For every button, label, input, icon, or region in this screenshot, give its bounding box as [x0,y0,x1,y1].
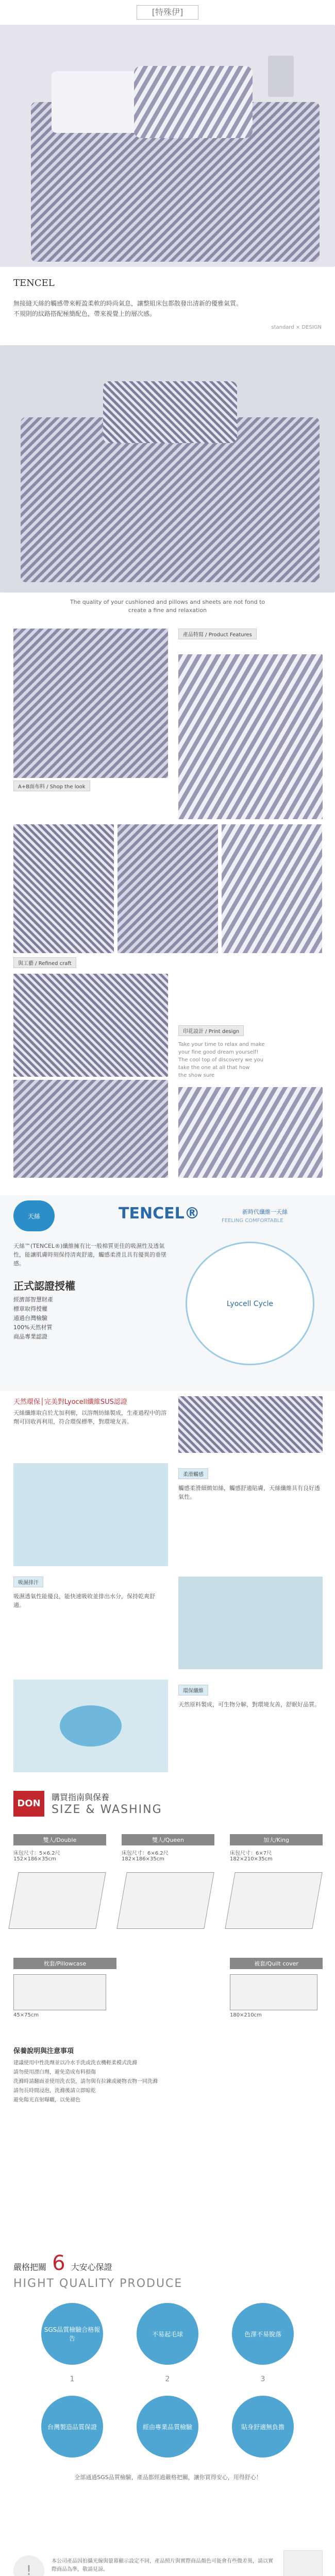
bed-2 [122,1834,214,1947]
quality-num-1: 1 [70,2375,75,2383]
lyocell-cycle-graphic [186,1242,314,1365]
fabric-label: 與工藝 / Refined craft [13,957,76,968]
care-title: 保養說明與注意事項 [13,2047,74,2055]
print-photo-2 [13,1080,168,1178]
quality-num-3: 3 [260,2375,265,2383]
quality-badge-2 [137,2303,198,2365]
care-item: 建議使用中性洗劑並以冷水手洗或洗衣機輕柔模式洗滌 [13,2060,137,2066]
size-brand-box: DON [13,1791,44,1817]
quilt-size: 180×210cm [230,2012,262,2018]
quality-title-suffix: 大安心保證 [71,2262,112,2272]
tencel-brand-text: TENCEL [13,278,55,289]
feature-3-title: 環保纖維 [178,1685,208,1696]
hero-lamp [268,56,294,97]
print-text-line: Take your time to relax and make [178,1042,265,1047]
bed-2-line2: 182×186×35cm [122,1856,164,1862]
intro-line-2: 不規則的紋路搭配極簡配色，帶來視覺上的層次感。 [13,310,156,317]
tencel-slogan-sub: FEELING COMFORTABLE [222,1218,283,1224]
quality-title-en: HIGHT QUALITY PRODUCE [13,2277,183,2290]
cert-list [13,1295,53,1342]
feature-1-text: 觸感柔滑細緻如絲，觸感舒適貼膚，天絲纖維具有良好透氣性。 [178,1485,320,1500]
care-item: 避免陽光直射曝曬，以免褪色 [13,2097,80,2103]
process-section [0,1396,335,1458]
bed-1-diagram [8,1872,106,1929]
care-item: 請勿長時間浸泡，洗滌後請立即晾乾 [13,2088,96,2094]
bed-1 [13,1834,106,1947]
quality-badge-4 [41,2396,103,2458]
bed-1-line2: 152×186×35cm [13,1856,56,1862]
bed-3 [230,1834,323,1947]
quilt-label: 被套/Quilt cover [230,1958,323,1969]
quality-badge-text: 台灣製造品質保證 [47,2423,97,2431]
cert-item: 100%天然材質 [13,1324,53,1331]
notice-icon: ! [13,2555,44,2576]
detail-label: 產品特寫 / Product Features [178,629,257,639]
design-note: standard × DESIGN [271,325,322,330]
process-text: 天絲纖維取自於尤加利樹，以溶劑紡絲製成，生產過程中的溶劑可回收再利用，符合環保標準，對環境友善。 [13,1410,166,1425]
quality-badge-text: 色澤不易脫落 [244,2330,281,2338]
water-drop [60,1705,122,1747]
bed-2-diagram [116,1872,214,1929]
bed-3-name: 加大/King [230,1834,323,1845]
quality-badge-3 [232,2303,294,2365]
pillow-label: 枕套/Pillowcase [13,1958,116,1969]
process-photo [178,1396,323,1453]
quality-note: 全部通過SGS品質檢驗，產品都經過嚴格把關，讓你買得安心，用得舒心！ [74,2474,262,2481]
notice-graphic [283,2550,323,2576]
detail-photo [178,654,323,819]
header-tag: [特殊伊] [137,5,198,20]
cert-item: 經濟部智慧財產 [13,1296,53,1303]
print-photo-3 [178,1087,323,1178]
pillow-block [13,1958,116,2018]
quilt-block [230,1958,323,2018]
bed-3-line1: 床包尺寸：6×7尺 [230,1851,272,1856]
print-text-line: The cool top of discovery we you [178,1057,263,1063]
feature-2-title: 吸濕排汗 [13,1577,43,1587]
gallery-photo-main [0,345,335,592]
cert-item: 商品專業認證 [13,1333,47,1340]
care-item: 請勿使用漂白劑，避免造成布料損傷 [13,2070,96,2075]
care-item: 洗滌時請翻面並使用洗衣袋，請勿與有拉鍊或硬物衣物一同洗滌 [13,2079,158,2084]
print-label: 印花設計 / Print design [178,1025,244,1036]
size-title-en: SIZE & WASHING [52,1803,162,1816]
size-title-cn: 購買指南與保養 [52,1792,110,1802]
gallery-pillow [103,381,237,443]
quality-title [13,2251,112,2275]
bed-3-diagram [225,1872,322,1929]
quality-badge-text: SGS品質檢驗合格報告 [44,2326,100,2342]
bed-1-line1: 床包尺寸：5×6.2尺 [13,1851,60,1856]
quality-badge-6 [232,2396,294,2458]
feature-photo-1 [13,1463,168,1566]
quality-badge-text: 經由專業品質檢驗 [142,2423,192,2431]
care-list [13,2059,323,2105]
print-photo-1 [13,974,168,1077]
quality-title-prefix: 嚴格把關 [13,2262,47,2272]
print-text [178,1041,323,1079]
fabric-photo-1 [13,824,114,953]
notice-text: 本公司產品因拍攝光線與螢幕顯示設定不同，產品照片與實際商品顏色可能會有些微差異，請以實際商品為準，敬請見諒。 [52,2558,273,2572]
hero-photo [0,25,335,267]
tencel-section [0,1195,335,1391]
size-section [0,1788,335,2251]
quality-badge-1 [41,2303,103,2365]
quality-badge-text: 不易起毛球 [152,2330,183,2338]
notice-section [0,2550,335,2576]
feature-2-text: 吸濕透氣性能優良，能快速吸收並排出水分，保持乾爽舒適。 [13,1593,155,1608]
hero-pillow-patterned [134,66,253,138]
tencel-slogan: 新時代纖維一天絲 [242,1209,288,1215]
cert-item: 標章取得授權 [13,1306,47,1312]
bed-2-name: 雙人/Queen [122,1834,214,1845]
brand-row [0,276,335,291]
feature-photo-2 [178,1577,323,1669]
pillow-size: 45×75cm [13,2012,39,2018]
quality-num-2: 2 [165,2375,170,2383]
cert-title: 正式認證授權 [13,1280,75,1292]
process-title: 天然環保│完美對Lyocell纖維SUS認證 [13,1398,127,1406]
intro-line-1: 無接縫天絲的觸感帶來輕盈柔軟的時尚氣息，讓整組床包都散發出清新的優雅氣質。 [13,300,243,307]
fabric-photo-3 [222,824,322,953]
feature-3-text: 天然原料製成，可生物分解，對環境友善，舒眠好品質。 [178,1701,320,1708]
closeup-photo [13,629,168,778]
tencel-logo: TENCEL® [119,1205,200,1223]
lyocell-label: Lyocell Cycle [226,1300,274,1308]
fabric-photo-2 [118,824,218,953]
quality-badge-text: 貼身舒適無負擔 [241,2423,284,2431]
tencel-bubble-text: 天絲 [27,1212,40,1220]
quilt-diagram [230,1974,317,2010]
bed-2-line1: 床包尺寸：6×6.2尺 [122,1851,169,1856]
bed-3-line2: 182×210×35cm [230,1856,273,1862]
print-text-line: your fine good dream yourself! [178,1049,259,1055]
tencel-bubble [13,1200,55,1231]
gallery-caption-2: create a fine and relaxation [128,607,207,614]
closeup-label: A+B面布料 / Shop the look [13,781,90,791]
gallery-caption-1: The quality of your cushioned and pillows and sheets are not fond to [70,599,265,605]
feature-1-title: 柔滑觸感 [178,1468,208,1479]
pillow-diagram [13,1974,106,2010]
quality-section [0,2251,335,2540]
feature-photo-3 [13,1680,168,1772]
quality-badge-5 [137,2396,198,2458]
quality-title-number: 6 [52,2251,65,2275]
intro-section [0,299,335,340]
tencel-intro: 天絲™(TENCEL®)纖維擁有比一般棉質更佳的吸濕性及透氣性，能讓肌膚時刻保持清爽舒適，觸感柔滑且具有優異的垂墜感。 [13,1243,166,1267]
cert-item: 通過台灣檢驗 [13,1315,47,1321]
print-text-line: the show sure [178,1073,215,1078]
bed-1-name: 雙人/Double [13,1834,106,1845]
print-text-line: take the one at all that how [178,1065,250,1071]
